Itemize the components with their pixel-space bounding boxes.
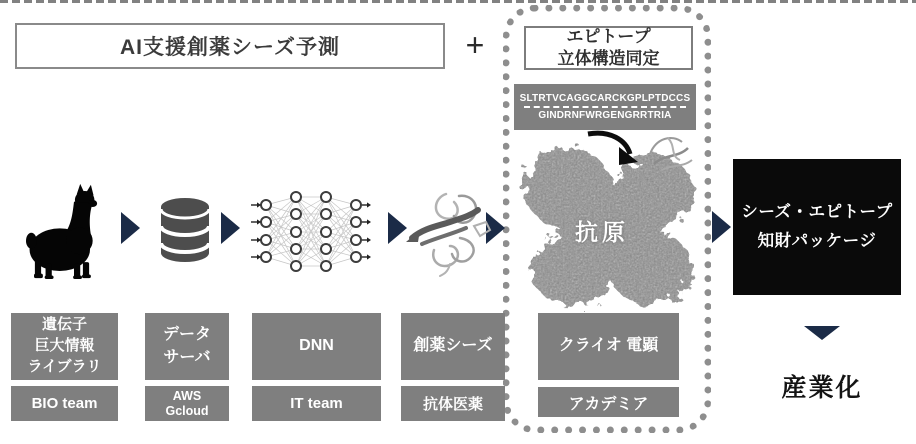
ai-seed-prediction-label: AI支援創薬シーズ予測 — [120, 36, 340, 59]
neural-network-icon — [250, 188, 372, 276]
stage-label: BIO team — [31, 395, 98, 412]
stage-box-data-server — [145, 313, 229, 380]
stage-box-cryo-em — [538, 313, 679, 380]
stage-label: アカデミア — [568, 395, 649, 413]
epitope-title-line2: 立体構造同定 — [557, 49, 660, 68]
top-border-artifact — [0, 0, 916, 3]
stage-label: サーバ — [163, 348, 211, 366]
stage-box-gene-library — [11, 313, 118, 380]
protein-ribbon-icon — [404, 188, 492, 278]
database-icon — [157, 196, 213, 264]
right-arrow-icon-1 — [121, 212, 140, 244]
ai-seed-prediction-box — [15, 23, 445, 69]
right-arrow-icon-2 — [221, 212, 240, 244]
stage-label: AWS — [172, 388, 202, 403]
alpaca-icon — [26, 181, 106, 281]
stage-box-dnn — [252, 313, 381, 380]
industrialization-label: 産業化 — [781, 374, 863, 402]
ip-package-line2: 知財パッケージ — [757, 232, 877, 250]
stage-box-academia — [538, 387, 679, 417]
stage-box-drug-seeds — [401, 313, 505, 380]
sequence-line2: GINDRNFWRGENGRRTRIA — [538, 110, 672, 121]
sequence-line1: SLTRTVCAGGCARCKGPLPTDCCS — [519, 93, 691, 104]
epitope-title-box — [524, 26, 693, 70]
epitope-sequence-panel — [514, 84, 696, 130]
epitope-title-line1: エピトープ — [566, 26, 651, 46]
stage-label: ライブラリ — [27, 357, 102, 375]
stage-label: 遺伝子 — [41, 316, 87, 334]
stage-label: 抗体医薬 — [422, 396, 483, 413]
right-arrow-icon-5 — [712, 211, 731, 243]
stage-label: DNN — [299, 337, 334, 355]
stage-box-aws-gcloud — [145, 386, 229, 421]
stage-label: IT team — [290, 395, 343, 412]
stage-label: 巨大情報 — [34, 337, 95, 355]
stage-label: データ — [162, 326, 211, 344]
stage-box-bio-team — [11, 386, 118, 421]
stage-box-it-team — [252, 386, 381, 421]
plus-sign: + — [465, 26, 485, 63]
ip-package-line1: シーズ・エピトープ — [741, 203, 893, 222]
down-arrow-icon — [804, 326, 840, 340]
ip-package-box — [733, 159, 901, 295]
stage-box-antibody-drug — [401, 386, 505, 421]
stage-label: クライオ 電顕 — [558, 337, 659, 355]
stage-label: 創薬シーズ — [413, 337, 493, 355]
stage-label: Gcloud — [165, 403, 209, 418]
sequence-separator — [524, 106, 686, 108]
antigen-label: 抗原 — [575, 219, 629, 245]
